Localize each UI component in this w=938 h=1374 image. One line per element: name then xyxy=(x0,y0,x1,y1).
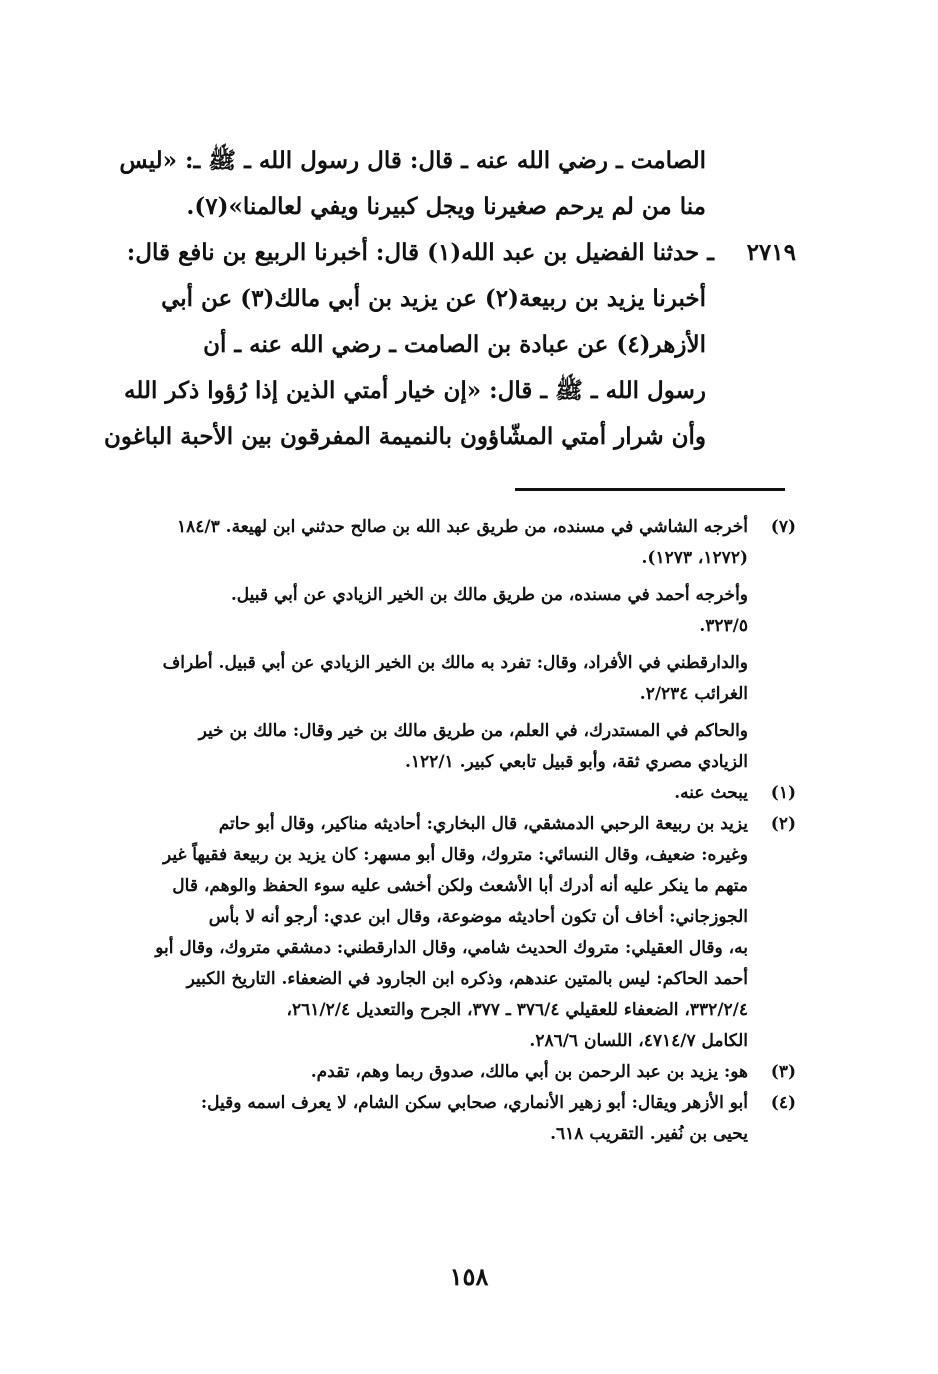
footnote-text: ٣٢٣/٥. xyxy=(699,616,748,636)
footnote-4 xyxy=(96,1088,796,1119)
main-line: ـ حدثنا الفضيل بن عبد الله(١) قال: أخبرنا الربيع بن نافع قال: xyxy=(126,239,714,266)
footnotes xyxy=(96,512,796,1150)
footnote-text: الكامل ٤٧١٤/٧، اللسان ٢٨٦/٦. xyxy=(529,1031,748,1051)
hadith-entry xyxy=(96,230,796,276)
main-line: أخبرنا يزيد بن ربيعة(٢) عن يزيد بن أبي مالك(٣) عن أبي xyxy=(161,285,706,312)
footnote-text: يحيى بن نُفير. التقريب ٦١٨. xyxy=(550,1124,748,1144)
footnote-text: (١٢٧٢، ١٢٧٣). xyxy=(641,548,748,568)
footnote-text: ٣٣٢/٢/٤، الضعفاء للعقيلي ٣٧٦/٤ ـ ٣٧٧، الجرح والتعديل ٢٦١/٢/٤، xyxy=(286,1000,748,1020)
footnote-text: متهم ما ينكر عليه أنه أدرك أبا الأشعث ولكن أخشى عليه سوء الحفظ والوهم، قال xyxy=(172,876,748,896)
footnote-text: الزيادي مصري ثقة، وأبو قبيل تابعي كبير. ١٢٢/١. xyxy=(405,752,748,772)
main-line: الصامت ـ رضي الله عنه ـ قال: قال رسول الله ـ ﷺ ـ: «ليس xyxy=(119,147,706,174)
footnote-2 xyxy=(96,809,796,840)
page-number: ١٥٨ xyxy=(449,1262,489,1291)
footnote-number: (٢) xyxy=(770,814,796,834)
footnote-separator xyxy=(515,488,785,491)
footnote-text: والحاكم في المستدرك، في العلم، من طريق مالك بن خير وقال: مالك بن خير xyxy=(198,721,748,741)
footnote-text: وأخرجه أحمد في مسنده، من طريق مالك بن الخير الزيادي عن أبي قبيل. xyxy=(230,585,748,605)
main-line: وأن شرار أمتي المشّاؤون بالنميمة المفرقون بين الأحبة الباغون xyxy=(103,423,706,450)
footnote-text: يزيد بن ربيعة الرحبي الدمشقي، قال البخاري: أحاديثه مناكير، وقال أبو حاتم xyxy=(218,814,748,834)
footnote-text: وغيره: ضعيف، وقال النسائي: متروك، وقال أبو مسهر: كان يزيد بن ربيعة فقيهاً غير xyxy=(162,845,748,865)
footnote-text: أخرجه الشاشي في مسنده، من طريق عبد الله بن صالح حدثني ابن لهيعة. ١٨٤/٣ xyxy=(177,517,748,537)
footnote-text: أحمد الحاكم: ليس بالمتين عندهم، وذكره ابن الجارود في الضعفاء. التاريخ الكبير xyxy=(186,969,748,989)
footnote-1 xyxy=(96,778,796,809)
footnote-number: (٧) xyxy=(770,517,796,537)
footnote-text: والدارقطني في الأفراد، وقال: تفرد به مالك بن الخير الزيادي عن أبي قبيل. أطراف xyxy=(162,653,748,673)
main-text xyxy=(96,138,796,460)
footnote-number: (٣) xyxy=(770,1062,796,1082)
footnote-3 xyxy=(96,1057,796,1088)
main-line: منا من لم يرحم صغيرنا ويجل كبيرنا ويفي لعالمنا»(٧). xyxy=(186,193,706,220)
main-line: الأزهر(٤) عن عبادة بن الصامت ـ رضي الله عنه ـ أن xyxy=(203,331,706,358)
footnote-number: (١) xyxy=(770,783,796,803)
footnote-text: الغرائب ٢/٢٣٤. xyxy=(639,684,748,704)
footnote-text: أبو الأزهر ويقال: أبو زهير الأنماري، صحابي سكن الشام، لا يعرف اسمه وقيل: xyxy=(200,1093,748,1113)
footnote-number: (٤) xyxy=(770,1093,796,1113)
footnote-7 xyxy=(96,512,796,543)
footnote-text: هو: يزيد بن عبد الرحمن بن أبي مالك، صدوق ربما وهم، تقدم. xyxy=(310,1062,748,1082)
footnote-text: الجوزجاني: أخاف أن تكون أحاديثه موضوعة، وقال ابن عدي: أرجو أنه لا بأس xyxy=(208,907,748,927)
footnote-text: به، وقال العقيلي: متروك الحديث شامي، وقال الدارقطني: دمشقي متروك، وقال أبو xyxy=(155,938,748,958)
hadith-number: ٢٧١٩ xyxy=(746,239,796,266)
main-line: رسول الله ـ ﷺ ـ قال: «إن خيار أمتي الذين إذا رُؤوا ذكر الله xyxy=(124,377,706,404)
footnote-text: يبحث عنه. xyxy=(674,783,748,803)
